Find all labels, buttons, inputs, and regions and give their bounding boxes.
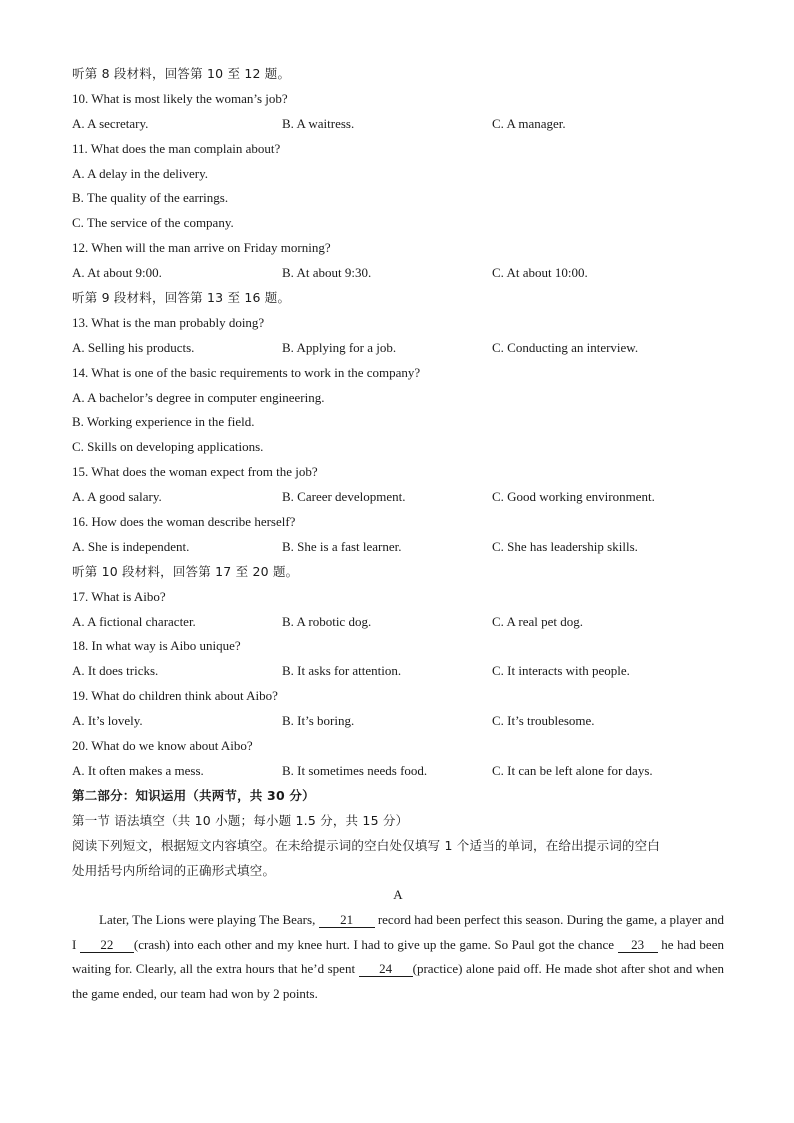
passage-segment: (practice) alone paid off. He made shot after shot and when the game ended, our team had won by 2 points. xyxy=(72,961,724,1002)
option-c: C. The service of the company. xyxy=(72,215,234,231)
passage-label: A xyxy=(393,887,403,903)
question-10-options xyxy=(72,112,724,137)
option-a: A. It does tricks. xyxy=(72,663,159,679)
question-20-options xyxy=(72,759,724,784)
question-14-stem: 14. What is one of the basic requirements to work in the company? xyxy=(72,364,421,380)
instructions-line-2: 处用括号内所给词的正确形式填空。 xyxy=(72,862,276,878)
question-19-stem: 19. What do children think about Aibo? xyxy=(72,688,278,704)
option-b: B. It’s boring. xyxy=(282,713,355,729)
instructions-line-1: 阅读下列短文，根据短文内容填空。在未给提示词的空白处仅填写 1 个适当的单词，在给出提示词的空白 xyxy=(72,837,661,853)
question-20-stem: 20. What do we know about Aibo? xyxy=(72,738,253,754)
question-12-options xyxy=(72,261,724,286)
option-c: C. Good working environment. xyxy=(492,489,655,505)
option-c: C. A manager. xyxy=(492,115,566,131)
question-19-options xyxy=(72,709,724,734)
option-a: A. A good salary. xyxy=(72,489,162,505)
question-17-stem: 17. What is Aibo? xyxy=(72,588,166,604)
blank-22: 22 xyxy=(80,938,134,953)
option-a: A. A bachelor’s degree in computer engineering. xyxy=(72,389,325,405)
option-b: B. The quality of the earrings. xyxy=(72,190,229,206)
option-a: A. It’s lovely. xyxy=(72,713,143,729)
option-b: B. Career development. xyxy=(282,489,406,505)
option-c: C. A real pet dog. xyxy=(492,613,583,629)
question-13-options xyxy=(72,336,724,361)
question-15-options xyxy=(72,485,724,510)
passage-segment: Later, The Lions were playing The Bears, xyxy=(99,912,319,928)
section-heading-9: 听第 9 段材料，回答第 13 至 16 题。 xyxy=(72,290,291,306)
passage-segment: (crash) into each other and my knee hurt. I had to give up the game. So Paul got the chance xyxy=(133,936,618,952)
section-heading-8: 听第 8 段材料，回答第 10 至 12 题。 xyxy=(72,66,291,81)
section-heading-10: 听第 10 段材料，回答第 17 至 20 题。 xyxy=(72,563,299,579)
blank-23: 23 xyxy=(618,938,658,953)
option-b: B. Applying for a job. xyxy=(282,339,397,355)
option-a: A. Selling his products. xyxy=(72,339,195,355)
question-10-stem: 10. What is most likely the woman’s job? xyxy=(72,90,288,106)
passage-segment: record had been perfect this season. During the game, a player and I xyxy=(72,912,724,952)
section-one-title: 第一节 语法填空（共 10 小题；每小题 1.5 分，共 15 分） xyxy=(72,812,409,828)
part-two-title: 第二部分：知识运用（共两节，共 30 分） xyxy=(72,787,315,803)
option-c: C. It interacts with people. xyxy=(492,663,630,679)
option-a: A. A fictional character. xyxy=(72,613,196,629)
option-b: B. At about 9:30. xyxy=(282,265,372,281)
option-a: A. A secretary. xyxy=(72,115,149,131)
option-b: B. She is a fast learner. xyxy=(282,538,402,554)
option-b: B. It asks for attention. xyxy=(282,663,402,679)
question-11-stem: 11. What does the man complain about? xyxy=(72,140,281,156)
option-b: B. A waitress. xyxy=(282,115,355,131)
passage-text xyxy=(72,908,724,1006)
option-c: C. It can be left alone for days. xyxy=(492,762,653,778)
option-a: A. At about 9:00. xyxy=(72,265,162,281)
question-13-stem: 13. What is the man probably doing? xyxy=(72,314,265,330)
option-a: A. It often makes a mess. xyxy=(72,762,204,778)
option-c: C. At about 10:00. xyxy=(492,265,588,281)
exam-page xyxy=(72,62,724,1007)
blank-21: 21 xyxy=(319,913,375,928)
passage-segment: he had been waiting for. Clearly, all the extra hours that he’d spent xyxy=(72,936,724,977)
option-b: B. A robotic dog. xyxy=(282,613,372,629)
option-c: C. She has leadership skills. xyxy=(492,538,638,554)
question-18-options xyxy=(72,659,724,684)
option-a: A. A delay in the delivery. xyxy=(72,165,208,181)
question-16-stem: 16. How does the woman describe herself? xyxy=(72,514,296,530)
blank-24: 24 xyxy=(359,962,413,977)
question-17-options xyxy=(72,610,724,635)
question-18-stem: 18. In what way is Aibo unique? xyxy=(72,638,241,654)
option-a: A. She is independent. xyxy=(72,538,190,554)
question-12-stem: 12. When will the man arrive on Friday morning? xyxy=(72,240,331,256)
option-c: C. It’s troublesome. xyxy=(492,713,595,729)
option-c: C. Conducting an interview. xyxy=(492,339,639,355)
option-b: B. It sometimes needs food. xyxy=(282,762,428,778)
question-15-stem: 15. What does the woman expect from the job? xyxy=(72,464,318,480)
option-c: C. Skills on developing applications. xyxy=(72,439,264,455)
option-b: B. Working experience in the field. xyxy=(72,414,255,430)
question-16-options xyxy=(72,535,724,560)
